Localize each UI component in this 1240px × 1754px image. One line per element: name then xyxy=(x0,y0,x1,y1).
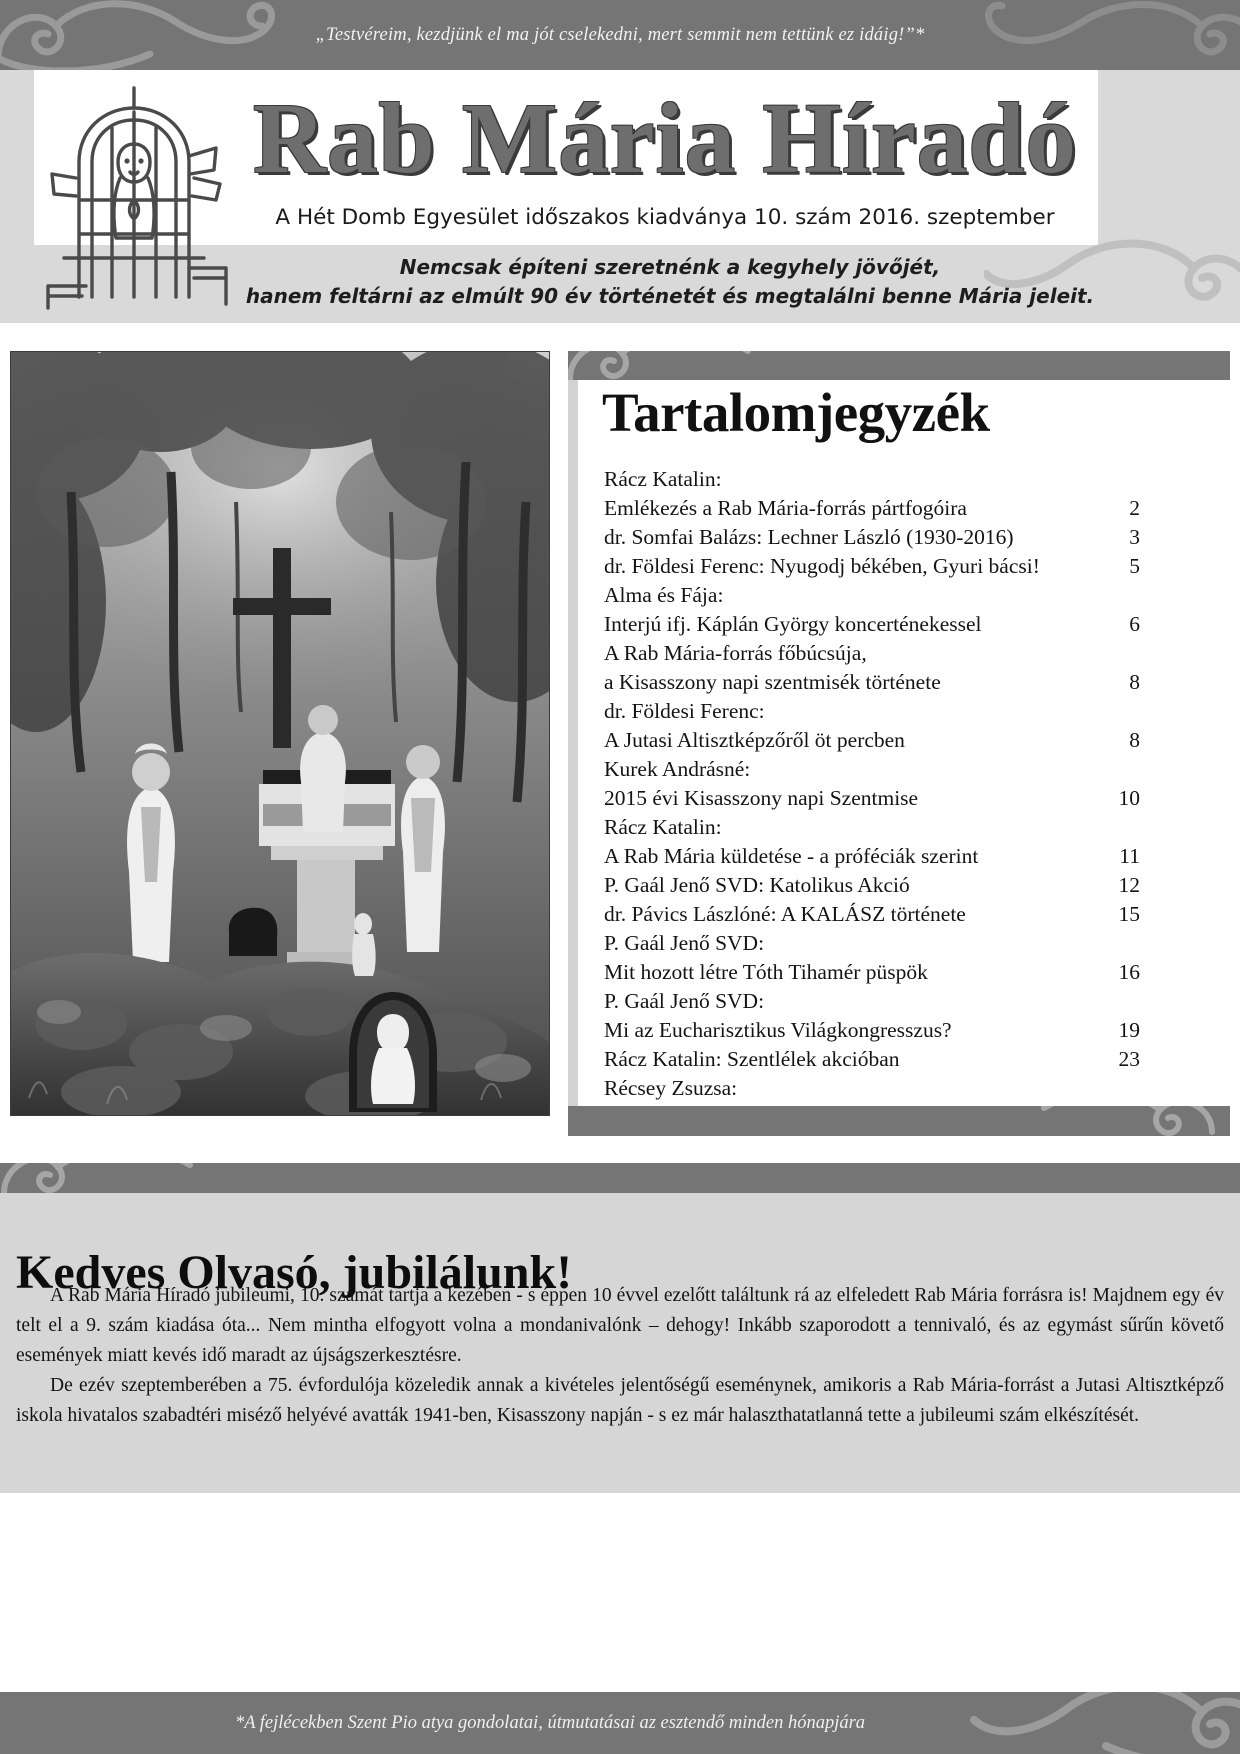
footnote-bar xyxy=(0,1692,1240,1754)
footnote-text: *A fejlécekben Szent Pio atya gondolatai, útmutatásai az esztendő minden hónapjára xyxy=(234,1713,866,1733)
toc-entry[interactable] xyxy=(604,523,1140,552)
toc-entry-label: Rácz Katalin: xyxy=(604,467,722,491)
toc-entry-page-number: 5 xyxy=(1129,554,1140,578)
toc-entry[interactable] xyxy=(604,1045,1140,1074)
toc-entry-label: Récsey Zsuzsa: xyxy=(604,1076,738,1100)
toc-entry-label: Alma és Fája: xyxy=(604,583,724,607)
toc-entry[interactable] xyxy=(604,871,1140,900)
masthead xyxy=(0,70,1240,323)
toc-entry[interactable] xyxy=(604,494,1140,523)
article-paragraph-1: A Rab Mária Híradó jubileumi, 10. számát tartja a kezében - s éppen 10 évvel ezelőtt találtunk rá az elfeledett Rab Mária forrásra is! Majdnem egy év telt el a 9. szám kiadása óta... Nem mintha elfogyott volna a mondanivalónk – dehogy! Inkább szaporodott a tennivaló, és az egymást sűrűn követő események miatt kevés idő maradt az újságszerkesztésre. xyxy=(16,1285,1224,1366)
toc-entry[interactable] xyxy=(604,842,1140,871)
motto-line-2: hanem feltárni az elmúlt 90 év történetét és megtalálni benne Mária jeleit. xyxy=(245,284,1095,308)
toc-bottom-swirl-icon xyxy=(1020,1106,1220,1136)
article-paragraph-2: De ezév szeptemberében a 75. évfordulója közeledik annak a kivételes jelentőségű eseménynek, amikoris a Rab Mária-forrást a Jutasi Altisztképző iskola hivatalos szabadtéri miséző helyévé avatták 1941-ben, Kisasszony napján - s ez már halaszthatatlanná tette a jubileumi szám elkészítését. xyxy=(16,1375,1224,1426)
toc-entry[interactable] xyxy=(604,958,1140,987)
article-heading: Kedves Olvasó, jubilálunk! xyxy=(16,1246,573,1300)
cover-photo-image xyxy=(11,352,549,1115)
toc-entry-page-number: 3 xyxy=(1129,525,1140,549)
cover-photo xyxy=(10,351,550,1116)
toc-entry[interactable] xyxy=(604,1074,1104,1103)
toc-entry[interactable] xyxy=(604,1016,1140,1045)
toc-entry[interactable] xyxy=(604,668,1140,697)
toc-entry[interactable] xyxy=(604,755,1104,784)
toc-entry-page-number: 2 xyxy=(1129,496,1140,520)
toc-heading: Tartalomjegyzék xyxy=(602,382,990,443)
toc-entry-label: Kurek Andrásné: xyxy=(604,757,751,781)
toc-entry[interactable] xyxy=(604,581,1104,610)
toc-entry-label: dr. Somfai Balázs: Lechner László (1930-2016) xyxy=(604,525,1014,549)
toc-entry-label: P. Gaál Jenő SVD: Katolikus Akció xyxy=(604,873,910,897)
toc-entry[interactable] xyxy=(604,987,1104,1016)
toc-entry-label: A Jutasi Altisztképzőről öt percben xyxy=(604,728,905,752)
toc-entry-label: Emlékezés a Rab Mária-forrás pártfogóira xyxy=(604,496,967,520)
article-ornament-swirl-icon xyxy=(0,1163,246,1193)
toc-entry-label: Interjú ifj. Káplán György koncerténekessel xyxy=(604,612,982,636)
toc-entry-page-number: 23 xyxy=(1118,1047,1140,1071)
toc-entry-label: Mit hozott létre Tóth Tihamér püspök xyxy=(604,960,928,984)
header-quote-text: „Testvéreim, kezdjünk el ma jót cselekedni, mert semmit nem tettünk ez idáig!”* xyxy=(315,25,925,45)
publication-title: Rab Mária Híradó xyxy=(253,82,1077,194)
toc-entry[interactable] xyxy=(604,784,1140,813)
toc-entry-label: 2015 évi Kisasszony napi Szentmise xyxy=(604,786,919,810)
toc-entry-page-number: 10 xyxy=(1118,786,1140,810)
toc-entry-label: dr. Pávics Lászlóné: A KALÁSZ története xyxy=(604,902,966,926)
toc-entry-page-number: 15 xyxy=(1118,902,1140,926)
table-of-contents xyxy=(568,351,1230,1136)
toc-entry-label: P. Gaál Jenő SVD: xyxy=(604,989,765,1013)
publication-subtitle: A Hét Domb Egyesület időszakos kiadványa 10. szám 2016. szeptember xyxy=(275,205,1055,230)
publication-motto xyxy=(230,253,1110,311)
motto-line-1: Nemcsak építeni szeretnénk a kegyhely jövőjét, xyxy=(399,255,941,279)
toc-entry-label: a Kisasszony napi szentmisék története xyxy=(604,670,941,694)
toc-entry-label: Mi az Eucharisztikus Világkongresszus? xyxy=(604,1018,952,1042)
toc-entry[interactable] xyxy=(604,552,1140,581)
toc-entry-label: Rácz Katalin: Szentlélek akcióban xyxy=(604,1047,900,1071)
toc-entry[interactable] xyxy=(604,465,1104,494)
toc-entry-label: P. Gaál Jenő SVD: xyxy=(604,931,765,955)
toc-entry-label: dr. Földesi Ferenc: Nyugodj békében, Gyuri bácsi! xyxy=(604,554,1040,578)
toc-entry[interactable] xyxy=(604,929,1104,958)
toc-entry-page-number: 12 xyxy=(1118,873,1140,897)
toc-entry-label: A Rab Mária küldetése - a próféciák szerint xyxy=(604,844,979,868)
toc-top-ornament-bar xyxy=(568,351,1230,380)
toc-entry-page-number: 6 xyxy=(1129,612,1140,636)
article-top-ornament-bar xyxy=(0,1163,1240,1193)
toc-ornament-swirl-icon xyxy=(568,351,792,380)
toc-entry-list xyxy=(604,465,1140,1132)
toc-entry-page-number: 11 xyxy=(1119,844,1140,868)
toc-entry-page-number: 19 xyxy=(1118,1018,1140,1042)
toc-entry-label: dr. Földesi Ferenc: xyxy=(604,699,765,723)
toc-entry-page-number: 8 xyxy=(1129,728,1140,752)
toc-entry-label: A Rab Mária-forrás főbúcsúja, xyxy=(604,641,867,665)
toc-entry-page-number: 16 xyxy=(1118,960,1140,984)
toc-entry[interactable] xyxy=(604,697,1104,726)
toc-entry[interactable] xyxy=(604,726,1140,755)
shrine-madonna-logo-icon xyxy=(34,82,234,312)
toc-entry[interactable] xyxy=(604,639,1104,668)
toc-entry[interactable] xyxy=(604,900,1140,929)
toc-entry-page-number: 8 xyxy=(1129,670,1140,694)
toc-entry-label: Rácz Katalin: xyxy=(604,815,722,839)
top-quote-banner xyxy=(0,0,1240,70)
toc-bottom-ornament-bar xyxy=(568,1106,1230,1136)
toc-entry[interactable] xyxy=(604,813,1104,842)
toc-entry[interactable] xyxy=(604,610,1140,639)
article-body-text xyxy=(16,1281,1224,1431)
